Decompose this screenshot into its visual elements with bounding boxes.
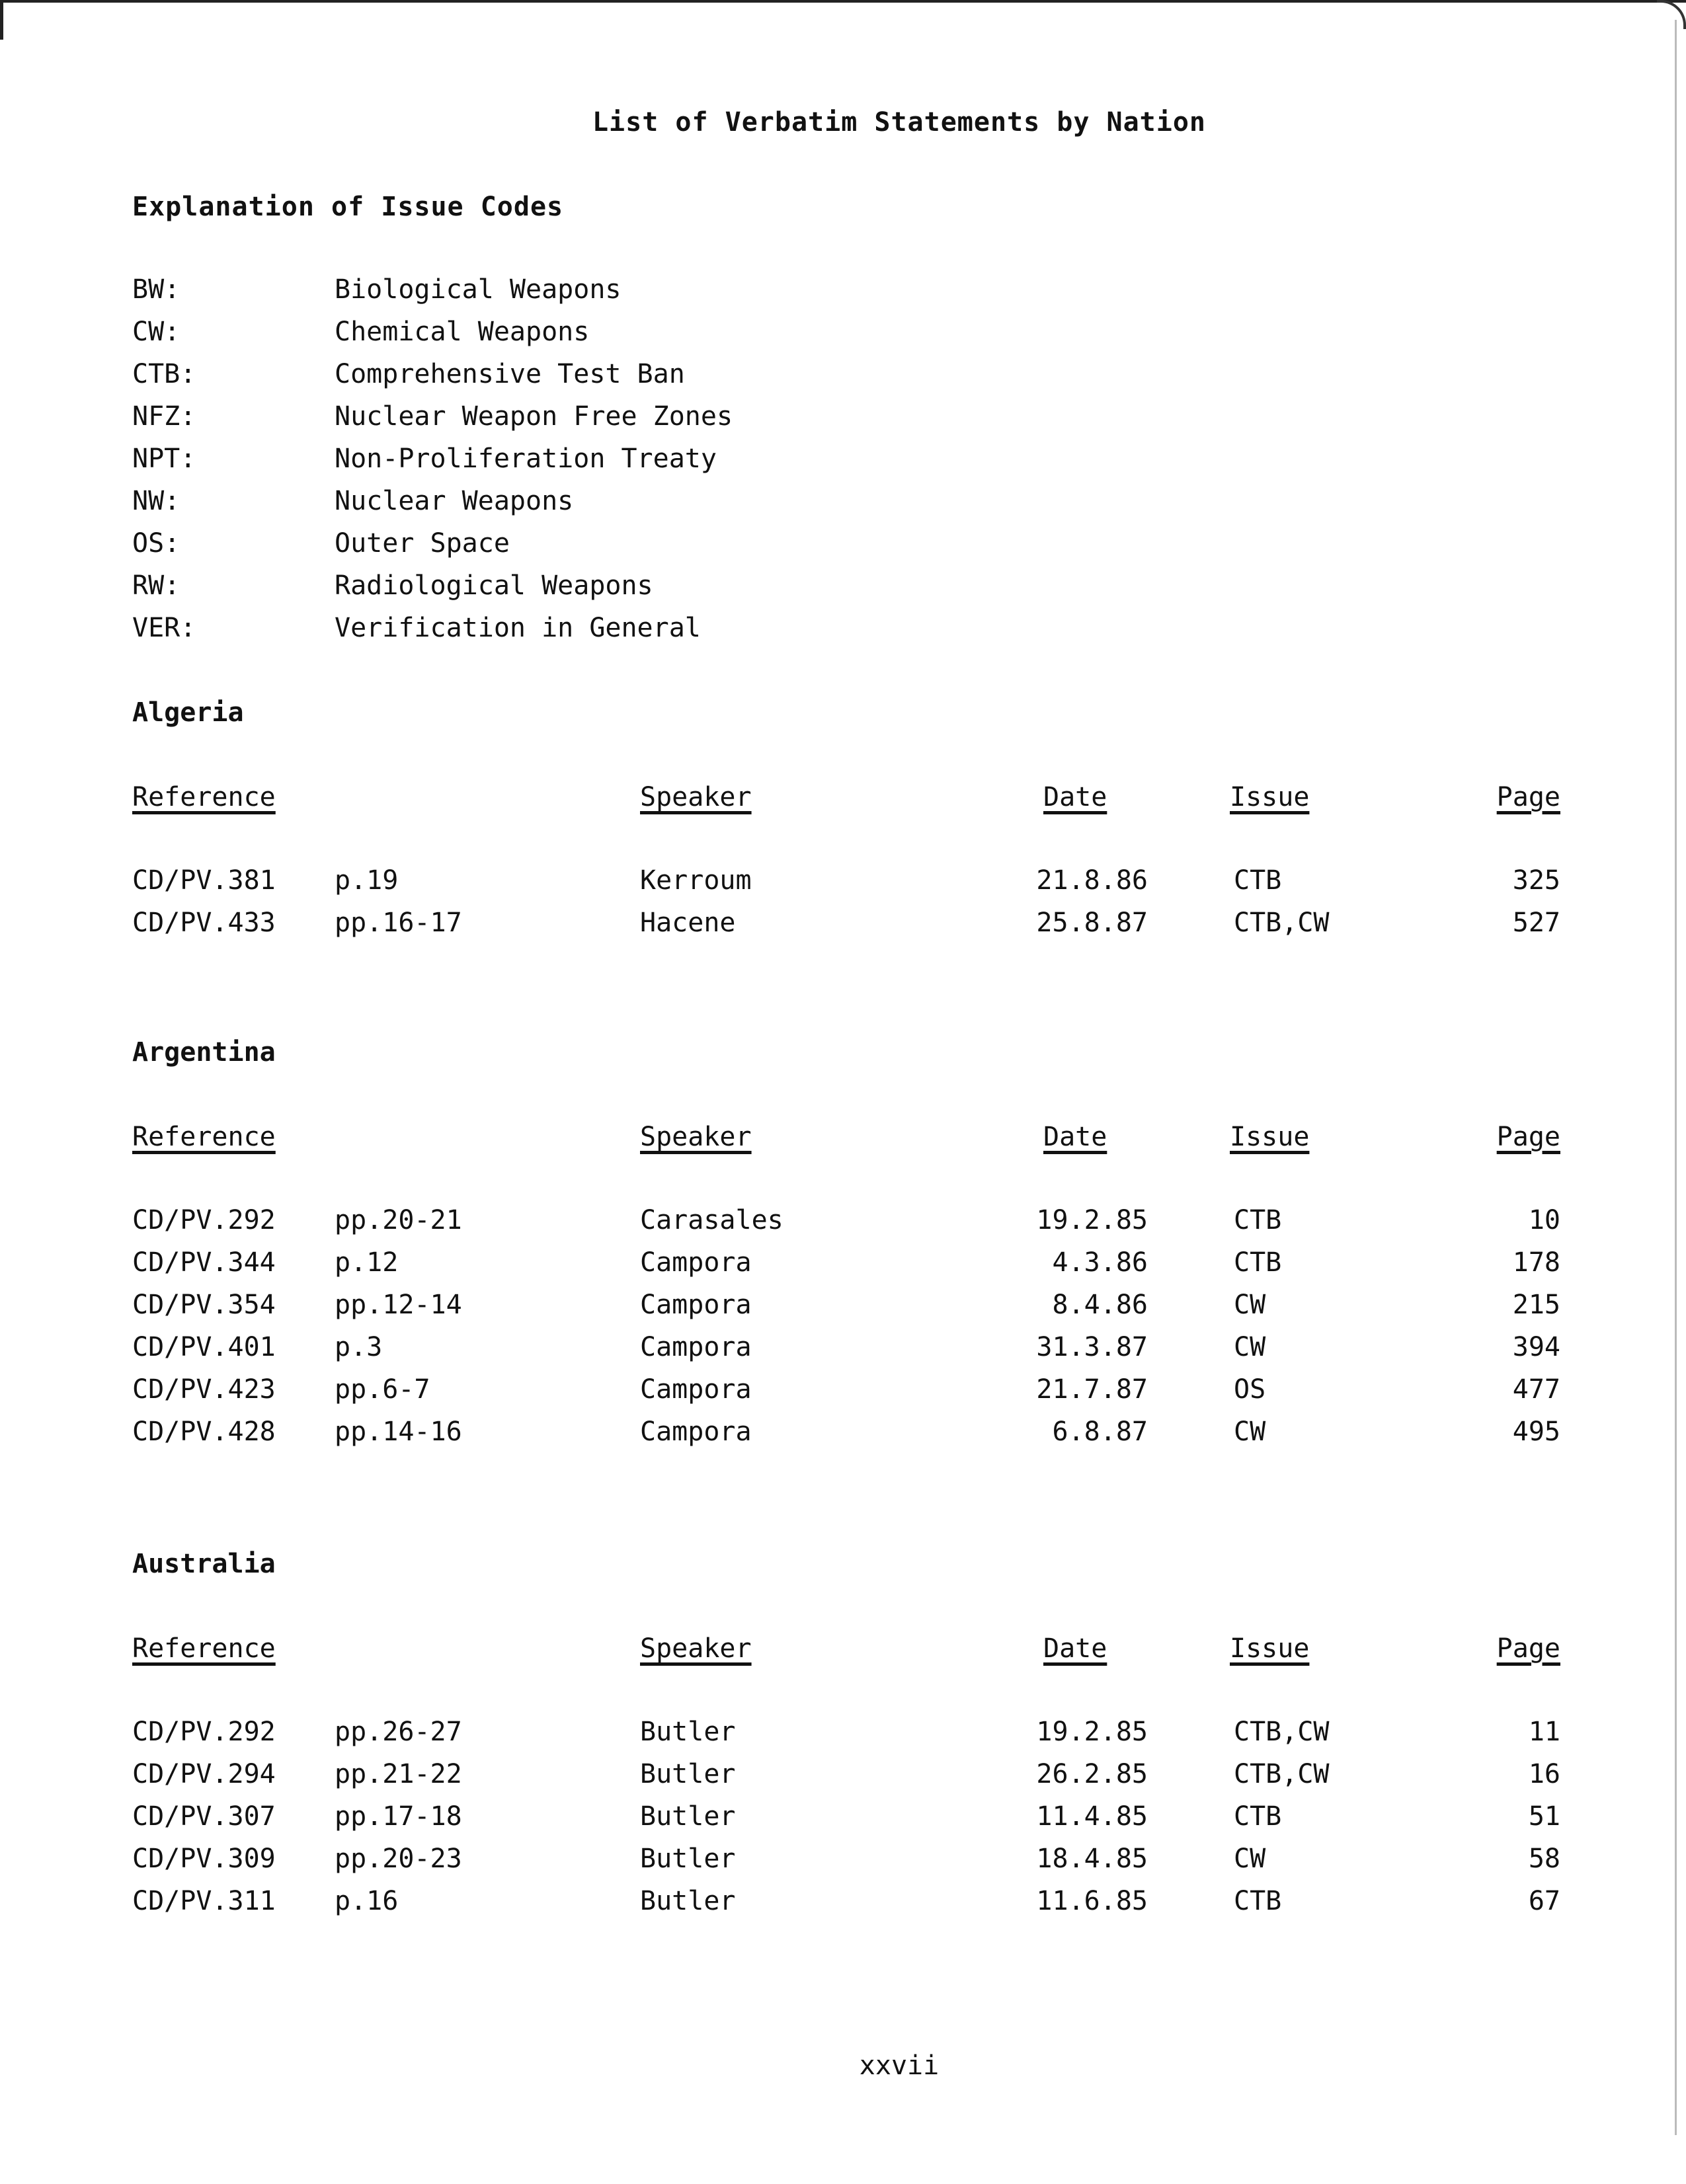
issue-cell: CTB,CW: [1234, 1717, 1330, 1747]
page-cell: 10: [1528, 1205, 1560, 1235]
date-cell: 4.3.86: [1052, 1247, 1148, 1278]
issue-cell: CW: [1234, 1290, 1266, 1320]
reference-cell: CD/PV.344: [132, 1247, 276, 1278]
speaker-cell: Campora: [640, 1332, 752, 1362]
page-cell: 16: [1528, 1759, 1560, 1789]
nation-section-algeria: [132, 697, 1560, 950]
table-header: [132, 1591, 1560, 1676]
column-header-reference: Reference: [132, 782, 276, 812]
table-row: [132, 1247, 1560, 1290]
table-row: [132, 1374, 1560, 1417]
page-title: List of Verbatim Statements by Nation: [592, 107, 1207, 137]
pages-cell: pp.20-21: [335, 1205, 462, 1235]
page-cell: 215: [1512, 1290, 1560, 1320]
issue-code-description: Chemical Weapons: [335, 317, 590, 347]
page-cell: 394: [1512, 1332, 1560, 1362]
page-cell: 178: [1512, 1247, 1560, 1278]
issue-codes-heading: Explanation of Issue Codes: [132, 192, 564, 222]
page-edge-left: [0, 0, 3, 40]
date-cell: 31.3.87: [1036, 1332, 1148, 1362]
issue-code-description: Outer Space: [335, 528, 510, 559]
column-header-date: Date: [1043, 782, 1107, 812]
issue-code: NW:: [132, 486, 181, 516]
table-row: [132, 865, 1560, 908]
issue-code: RW:: [132, 570, 181, 601]
date-cell: 18.4.85: [1036, 1844, 1148, 1874]
issue-cell: CW: [1234, 1844, 1266, 1874]
date-cell: 21.8.86: [1036, 865, 1148, 896]
reference-cell: CD/PV.292: [132, 1717, 276, 1747]
pages-cell: pp.6-7: [335, 1374, 430, 1405]
table-row: [132, 1332, 1560, 1374]
speaker-cell: Butler: [640, 1759, 736, 1789]
nation-section-argentina: [132, 1037, 1560, 1459]
speaker-cell: Kerroum: [640, 865, 752, 896]
date-cell: 19.2.85: [1036, 1717, 1148, 1747]
page-cell: 325: [1512, 865, 1560, 896]
table-row: [132, 1717, 1560, 1759]
column-header-reference: Reference: [132, 1633, 276, 1664]
column-header-issue: Issue: [1230, 782, 1310, 812]
column-header-speaker: Speaker: [640, 782, 752, 812]
issue-cell: CW: [1234, 1332, 1266, 1362]
date-cell: 25.8.87: [1036, 908, 1148, 938]
issue-cell: CTB: [1234, 1205, 1282, 1235]
issue-cell: CTB: [1234, 865, 1282, 896]
page-cell: 58: [1528, 1844, 1560, 1874]
reference-cell: CD/PV.423: [132, 1374, 276, 1405]
date-cell: 26.2.85: [1036, 1759, 1148, 1789]
issue-code: NFZ:: [132, 401, 196, 432]
issue-cell: CTB,CW: [1234, 1759, 1330, 1789]
page-cell: 527: [1512, 908, 1560, 938]
pages-cell: pp.17-18: [335, 1801, 462, 1832]
issue-cell: CW: [1234, 1417, 1266, 1447]
issue-code: NPT:: [132, 444, 196, 474]
nation-name: Argentina: [132, 1037, 276, 1068]
page-cell: 51: [1528, 1801, 1560, 1832]
page-number: xxvii: [859, 2050, 940, 2081]
issue-code-description: Biological Weapons: [335, 274, 622, 305]
table-row: [132, 1886, 1560, 1928]
pages-cell: p.3: [335, 1332, 383, 1362]
reference-cell: CD/PV.354: [132, 1290, 276, 1320]
nation-section-australia: [132, 1549, 1560, 1928]
column-header-page: Page: [1496, 782, 1560, 812]
reference-cell: CD/PV.401: [132, 1332, 276, 1362]
speaker-cell: Campora: [640, 1374, 752, 1405]
issue-code-description: Non-Proliferation Treaty: [335, 444, 717, 474]
pages-cell: pp.16-17: [335, 908, 462, 938]
speaker-cell: Butler: [640, 1717, 736, 1747]
reference-cell: CD/PV.428: [132, 1417, 276, 1447]
pages-cell: pp.21-22: [335, 1759, 462, 1789]
page-edge-right: [1675, 20, 1677, 2135]
page-corner: [1657, 0, 1686, 29]
date-cell: 6.8.87: [1052, 1417, 1148, 1447]
column-header-speaker: Speaker: [640, 1122, 752, 1152]
page-cell: 67: [1528, 1886, 1560, 1916]
issue-code: CTB:: [132, 359, 196, 389]
pages-cell: p.12: [335, 1247, 399, 1278]
issue-code: OS:: [132, 528, 181, 559]
table-header: [132, 740, 1560, 824]
table-row: [132, 1801, 1560, 1844]
speaker-cell: Campora: [640, 1417, 752, 1447]
speaker-cell: Carasales: [640, 1205, 783, 1235]
speaker-cell: Campora: [640, 1290, 752, 1320]
nation-name: Algeria: [132, 697, 244, 728]
pages-cell: pp.26-27: [335, 1717, 462, 1747]
column-header-date: Date: [1043, 1122, 1107, 1152]
table-row: [132, 908, 1560, 950]
issue-cell: OS: [1234, 1374, 1266, 1405]
page-cell: 477: [1512, 1374, 1560, 1405]
nation-name: Australia: [132, 1549, 276, 1579]
issue-cell: CTB,CW: [1234, 908, 1330, 938]
reference-cell: CD/PV.294: [132, 1759, 276, 1789]
reference-cell: CD/PV.292: [132, 1205, 276, 1235]
issue-code-description: Radiological Weapons: [335, 570, 653, 601]
page-cell: 11: [1528, 1717, 1560, 1747]
issue-cell: CTB: [1234, 1886, 1282, 1916]
reference-cell: CD/PV.311: [132, 1886, 276, 1916]
date-cell: 11.6.85: [1036, 1886, 1148, 1916]
issue-code-description: Verification in General: [335, 613, 701, 643]
pages-cell: p.16: [335, 1886, 399, 1916]
issue-code: CW:: [132, 317, 181, 347]
reference-cell: CD/PV.381: [132, 865, 276, 896]
issue-cell: CTB: [1234, 1801, 1282, 1832]
pages-cell: pp.14-16: [335, 1417, 462, 1447]
date-cell: 19.2.85: [1036, 1205, 1148, 1235]
page-cell: 495: [1512, 1417, 1560, 1447]
column-header-reference: Reference: [132, 1122, 276, 1152]
speaker-cell: Butler: [640, 1844, 736, 1874]
issue-cell: CTB: [1234, 1247, 1282, 1278]
table-row: [132, 1290, 1560, 1332]
table-row: [132, 1844, 1560, 1886]
speaker-cell: Campora: [640, 1247, 752, 1278]
reference-cell: CD/PV.307: [132, 1801, 276, 1832]
speaker-cell: Hacene: [640, 908, 736, 938]
pages-cell: pp.20-23: [335, 1844, 462, 1874]
speaker-cell: Butler: [640, 1801, 736, 1832]
column-header-issue: Issue: [1230, 1633, 1310, 1664]
date-cell: 21.7.87: [1036, 1374, 1148, 1405]
date-cell: 8.4.86: [1052, 1290, 1148, 1320]
issue-code-description: Nuclear Weapon Free Zones: [335, 401, 733, 432]
issue-code-description: Comprehensive Test Ban: [335, 359, 685, 389]
column-header-issue: Issue: [1230, 1122, 1310, 1152]
column-header-page: Page: [1496, 1633, 1560, 1664]
table-row: [132, 1205, 1560, 1247]
speaker-cell: Butler: [640, 1886, 736, 1916]
pages-cell: pp.12-14: [335, 1290, 462, 1320]
reference-cell: CD/PV.309: [132, 1844, 276, 1874]
pages-cell: p.19: [335, 865, 399, 896]
reference-cell: CD/PV.433: [132, 908, 276, 938]
table-row: [132, 1759, 1560, 1801]
issue-code: VER:: [132, 613, 196, 643]
issue-code: BW:: [132, 274, 181, 305]
page-edge-top: [0, 0, 1686, 3]
column-header-date: Date: [1043, 1633, 1107, 1664]
column-header-speaker: Speaker: [640, 1633, 752, 1664]
table-header: [132, 1079, 1560, 1164]
column-header-page: Page: [1496, 1122, 1560, 1152]
table-row: [132, 1417, 1560, 1459]
date-cell: 11.4.85: [1036, 1801, 1148, 1832]
issue-code-description: Nuclear Weapons: [335, 486, 574, 516]
